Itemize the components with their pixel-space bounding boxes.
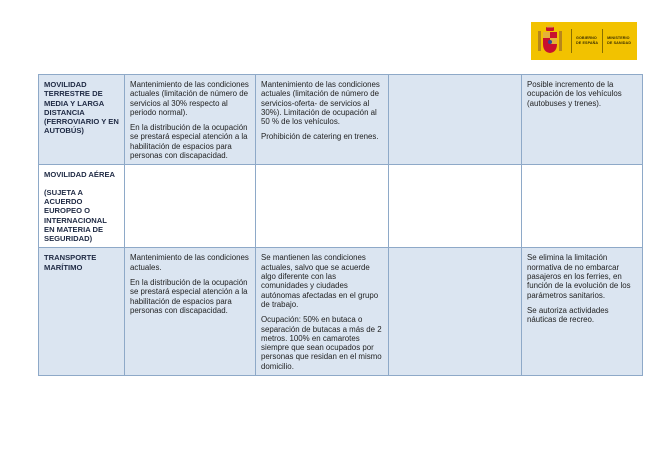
table-cell [125, 75, 256, 165]
table-cell [125, 248, 256, 376]
row-heading-text: MOVILIDAD TERRESTRE DE MEDIA Y LARGA DISTANCIA (FERROVIARIO Y EN AUTOBÚS) [44, 80, 119, 136]
table-cell [125, 165, 256, 248]
logo-government-text: GOBIERNO DE ESPAÑA [576, 36, 599, 45]
table-cell [522, 165, 643, 248]
table-row [39, 248, 643, 376]
cell-paragraph: Ocupación: 50% en butaca o separación de butacas a más de 2 metros. 100% en camarotes siempre que sean ocupados por personas que residan en el mismo domicilio. [261, 315, 382, 371]
table-cell [256, 165, 389, 248]
row-heading-text: TRANSPORTE MARÍTIMO [44, 253, 97, 272]
row-heading-text: MOVILIDAD AÉREA [44, 170, 116, 180]
cell-paragraph: Mantenimiento de las condiciones actuales. [130, 253, 249, 272]
government-logo [531, 22, 637, 60]
logo-ministry-text: MINISTERIO DE SANIDAD [607, 36, 632, 45]
table-cell [256, 248, 389, 376]
logo-divider [571, 29, 572, 53]
cell-paragraph: Se elimina la limitación normativa de no embarcar pasajeros en los ferries, en función de la evolución de los parámetros sanitarios. [527, 253, 631, 300]
table-cell [389, 75, 522, 165]
table-row [39, 165, 643, 248]
table-cell [522, 248, 643, 376]
cell-paragraph: Mantenimiento de las condiciones actuales (limitación de número de servicios al 30% respecto al periodo normal). [130, 80, 249, 117]
table-row [39, 75, 643, 165]
row-heading-subtext: (SUJETA A ACUERDO EUROPEO O INTERNACIONAL EN MATERIA DE SEGURIDAD) [44, 187, 107, 244]
cell-paragraph: Posible incremento de la ocupación de los vehículos (autobuses y trenes). [527, 80, 622, 108]
table-cell [256, 75, 389, 165]
coat-of-arms-icon [531, 22, 569, 60]
cell-paragraph: Se autoriza actividades náuticas de recreo. [527, 305, 609, 325]
row-heading [39, 165, 125, 248]
table-cell [389, 165, 522, 248]
cell-paragraph: Mantenimiento de las condiciones actuales (limitación de número de servicios-oferta- de servicios al 30%). Limitación de ocupación al 50 % de los vehículos. [261, 80, 380, 127]
cell-paragraph: Se mantienen las condiciones actuales, salvo que se acuerde algo diferente con las comunidades y ciudades autónomas afectadas en el grupo de trabajo. [261, 253, 379, 309]
measures-table [38, 74, 643, 376]
table-cell [522, 75, 643, 165]
cell-paragraph: Prohibición de catering en trenes. [261, 132, 379, 142]
table-cell [389, 248, 522, 376]
cell-paragraph: En la distribución de la ocupación se prestará especial atención a la habilitación de espacios para personas con discapacidad. [130, 123, 248, 161]
cell-paragraph: En la distribución de la ocupación se prestará especial atención a la habilitación de espacios para personas con discapacidad. [130, 278, 248, 315]
row-heading [39, 75, 125, 165]
logo-divider [602, 29, 603, 53]
row-heading [39, 248, 125, 376]
